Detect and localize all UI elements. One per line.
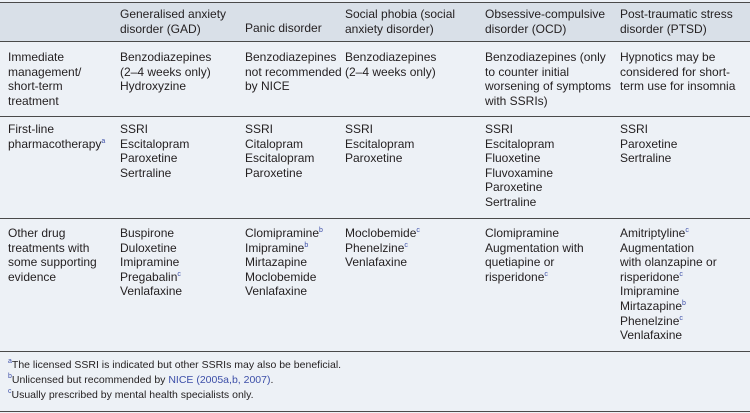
cell-text: Escitalopram	[485, 136, 555, 151]
table-cell	[345, 50, 436, 79]
row-label-text: Other drug	[8, 226, 66, 240]
footnote-mark: c	[8, 388, 12, 395]
row-divider	[0, 116, 750, 117]
cell-line	[485, 94, 611, 109]
cell-line	[485, 226, 584, 241]
table-bottom-rule	[0, 411, 750, 412]
cell-line	[120, 79, 211, 94]
cell-text: Imipramine	[620, 284, 680, 299]
cell-text: risperidone	[485, 269, 545, 284]
cell-line	[485, 166, 554, 181]
footnote-mark: b	[319, 227, 323, 234]
cell-line	[620, 79, 735, 94]
cell-line	[120, 137, 189, 152]
cell-text: Venlafaxine	[120, 284, 183, 299]
cell-line	[620, 65, 735, 80]
cell-line	[120, 166, 189, 181]
footnote-mark: a	[8, 358, 12, 365]
row-label-text: First-line	[8, 122, 55, 136]
cell-text: Imipramine	[245, 240, 305, 255]
cell-line	[120, 151, 189, 166]
row-label-line	[8, 137, 105, 152]
cell-line	[620, 137, 677, 152]
cell-text: Amitriptyline	[620, 226, 686, 240]
header-line: anxiety disorder)	[345, 21, 434, 36]
cell-line	[620, 299, 717, 314]
footnote-b	[8, 373, 273, 387]
cell-text: Benzodiazepines	[345, 50, 437, 64]
footnote-text: .	[270, 374, 274, 386]
table-cell	[620, 122, 677, 166]
footnote-text: The licensed SSRI is indicated but other SSRIs may also be beneficial.	[11, 359, 342, 371]
cell-line	[485, 50, 611, 65]
cell-line	[120, 255, 182, 270]
cell-text: Citalopram	[245, 136, 304, 151]
footnote-c	[8, 388, 254, 402]
cell-text: with SSRIs)	[485, 93, 548, 108]
cell-line	[120, 50, 211, 65]
header-line: disorder (GAD)	[120, 21, 201, 36]
cell-line	[245, 137, 314, 152]
cell-line	[245, 65, 342, 80]
cell-text: Paroxetine	[245, 165, 303, 180]
cell-text: SSRI	[620, 122, 649, 136]
table-cell	[620, 226, 717, 343]
row-label-text: short-term	[8, 79, 63, 94]
cell-line	[345, 137, 414, 152]
cell-text: Augmentation with	[485, 240, 584, 255]
footnote-mark: b	[304, 241, 309, 249]
cell-line	[485, 195, 554, 210]
table-cell	[120, 226, 182, 299]
cell-text: Venlafaxine	[245, 284, 308, 299]
cell-text: Clomipramine	[485, 226, 560, 240]
table-cell	[245, 122, 314, 180]
cell-line	[620, 241, 717, 256]
cell-text: SSRI	[485, 122, 514, 136]
cell-line	[245, 166, 314, 181]
table-cell	[245, 50, 342, 94]
header-line: Social phobia (social	[345, 7, 456, 21]
cell-line	[245, 284, 323, 299]
cell-text: Sertraline	[485, 194, 537, 209]
row-label-line	[8, 94, 81, 109]
cell-text: SSRI	[120, 122, 149, 136]
cell-line	[120, 65, 211, 80]
row-divider	[0, 351, 750, 352]
cell-text: Benzodiazepines	[245, 50, 337, 64]
cell-line	[620, 328, 717, 343]
footnote-mark: c	[177, 270, 181, 278]
row-divider	[0, 218, 750, 219]
cell-text: SSRI	[245, 122, 274, 136]
row-label	[8, 122, 105, 151]
row-label-text: management/	[8, 64, 82, 79]
cell-line	[345, 255, 420, 270]
cell-line	[485, 270, 584, 285]
cell-line	[120, 122, 189, 137]
cell-text: Paroxetine	[345, 151, 403, 166]
cell-line	[620, 270, 717, 285]
cell-line	[620, 255, 717, 270]
footnote-mark: a	[101, 137, 106, 145]
table-cell	[345, 226, 420, 270]
cell-line	[620, 50, 735, 65]
cell-text: Clomipramine	[245, 226, 320, 240]
cell-line	[245, 151, 314, 166]
cell-text: quetiapine or	[485, 255, 555, 270]
cell-line	[485, 180, 554, 195]
row-label	[8, 50, 81, 108]
cell-text: (2–4 weeks only)	[120, 64, 211, 79]
cell-text: Benzodiazepines	[120, 50, 212, 64]
cell-text: Benzodiazepines (only	[485, 50, 606, 64]
header-line: disorder (PTSD)	[620, 21, 707, 36]
cell-text: Imipramine	[120, 255, 180, 270]
cell-text: Paroxetine	[485, 180, 543, 195]
cell-line	[120, 226, 182, 241]
cell-line	[345, 122, 414, 137]
cell-text: Fluoxetine	[485, 151, 541, 166]
row-label-text: treatments with	[8, 240, 90, 255]
row-label-line	[8, 79, 81, 94]
footnote-mark: c	[404, 241, 408, 249]
column-header	[485, 7, 605, 36]
cell-text: Phenelzine	[345, 240, 405, 255]
table-cell	[120, 50, 211, 94]
footnote-mark: b	[8, 373, 12, 380]
row-label-line	[8, 241, 97, 256]
header-line: Post-traumatic stress	[620, 7, 733, 21]
cell-text: Duloxetine	[120, 240, 177, 255]
row-label-text: pharmacotherapy	[8, 136, 102, 151]
cell-text: risperidone	[620, 269, 680, 284]
header-line: Obsessive-compulsive	[485, 7, 606, 21]
cell-line	[345, 50, 436, 65]
cell-line	[485, 255, 584, 270]
cell-line	[485, 79, 611, 94]
cell-line	[120, 241, 182, 256]
nice-reference-link[interactable]: NICE (2005a,b, 2007)	[168, 374, 271, 386]
cell-text: worsening of symptoms	[485, 79, 612, 94]
cell-line	[345, 241, 420, 256]
cell-text: Moclobemide	[345, 226, 417, 240]
cell-line	[120, 284, 182, 299]
cell-line	[485, 151, 554, 166]
table-cell	[620, 50, 735, 94]
row-label-line	[8, 122, 105, 137]
footnote-mark: c	[679, 270, 683, 278]
table-cell	[245, 226, 323, 299]
cell-line	[620, 122, 677, 137]
cell-line	[245, 241, 323, 256]
footnote-mark: b	[682, 299, 686, 307]
cell-text: Paroxetine	[120, 151, 178, 166]
table-cell	[485, 226, 584, 284]
cell-text: SSRI	[345, 122, 374, 136]
cell-text: with olanzapine or	[620, 255, 717, 270]
row-label-line	[8, 255, 97, 270]
cell-text: Escitalopram	[120, 136, 190, 151]
cell-line	[620, 151, 677, 166]
cell-text: Fluvoxamine	[485, 165, 554, 180]
cell-text: Paroxetine	[620, 136, 678, 151]
cell-line	[245, 50, 342, 65]
cell-text: to counter initial	[485, 64, 570, 79]
cell-line	[485, 137, 554, 152]
header-line: Panic disorder	[245, 21, 322, 35]
footnote-mark: c	[544, 270, 548, 278]
cell-line	[485, 122, 554, 137]
row-label-line	[8, 65, 81, 80]
cell-text: Escitalopram	[345, 136, 415, 151]
footnote-mark: c	[685, 227, 689, 234]
cell-line	[620, 226, 717, 241]
footnote-text: Usually prescribed by mental health specialists only.	[11, 389, 254, 401]
row-label-text: treatment	[8, 93, 59, 108]
cell-text: Hypnotics may be	[620, 50, 716, 64]
cell-line	[245, 270, 323, 285]
table-cell	[345, 122, 414, 166]
cell-line	[345, 226, 420, 241]
footnote-mark: c	[416, 227, 420, 234]
row-label	[8, 226, 97, 284]
header-line: disorder (OCD)	[485, 21, 567, 36]
cell-text: Hydroxyzine	[120, 79, 187, 94]
column-header	[345, 7, 455, 36]
footnote-text: Unlicensed but recommended by	[11, 374, 169, 386]
column-header	[245, 21, 322, 36]
cell-line	[345, 65, 436, 80]
cell-text: Venlafaxine	[620, 328, 683, 343]
cell-line	[245, 255, 323, 270]
cell-text: Pregabalin	[120, 269, 178, 284]
cell-text: considered for short-	[620, 64, 731, 79]
cell-line	[485, 241, 584, 256]
row-label-text: Immediate	[8, 50, 65, 64]
cell-text: Escitalopram	[245, 151, 315, 166]
cell-text: Moclobemide	[245, 269, 317, 284]
row-label-line	[8, 50, 81, 65]
cell-text: by NICE	[245, 79, 290, 94]
footnote-mark: c	[679, 314, 683, 322]
cell-line	[485, 65, 611, 80]
cell-text: (2–4 weeks only)	[345, 64, 436, 79]
cell-line	[120, 270, 182, 285]
cell-text: Phenelzine	[620, 313, 680, 328]
row-label-text: evidence	[8, 269, 57, 284]
table-cell	[120, 122, 189, 180]
cell-line	[620, 284, 717, 299]
cell-line	[345, 151, 414, 166]
row-label-text: some supporting	[8, 255, 97, 270]
cell-text: Augmentation	[620, 240, 695, 255]
row-label-line	[8, 226, 97, 241]
column-header	[120, 7, 226, 36]
column-header	[620, 7, 733, 36]
cell-line	[620, 314, 717, 329]
cell-line	[245, 122, 314, 137]
row-label-line	[8, 270, 97, 285]
cell-line	[245, 79, 342, 94]
table-cell	[485, 122, 554, 210]
cell-text: Mirtazapine	[245, 255, 308, 270]
cell-text: Buspirone	[120, 226, 175, 240]
table-cell	[485, 50, 611, 108]
cell-text: Venlafaxine	[345, 255, 408, 270]
cell-line	[245, 226, 323, 241]
cell-text: Mirtazapine	[620, 298, 683, 313]
cell-text: Sertraline	[620, 151, 672, 166]
cell-text: not recommended	[245, 64, 342, 79]
cell-text: Sertraline	[120, 165, 172, 180]
header-line: Generalised anxiety	[120, 7, 227, 21]
cell-text: term use for insomnia	[620, 79, 736, 94]
footnote-a	[8, 358, 341, 372]
